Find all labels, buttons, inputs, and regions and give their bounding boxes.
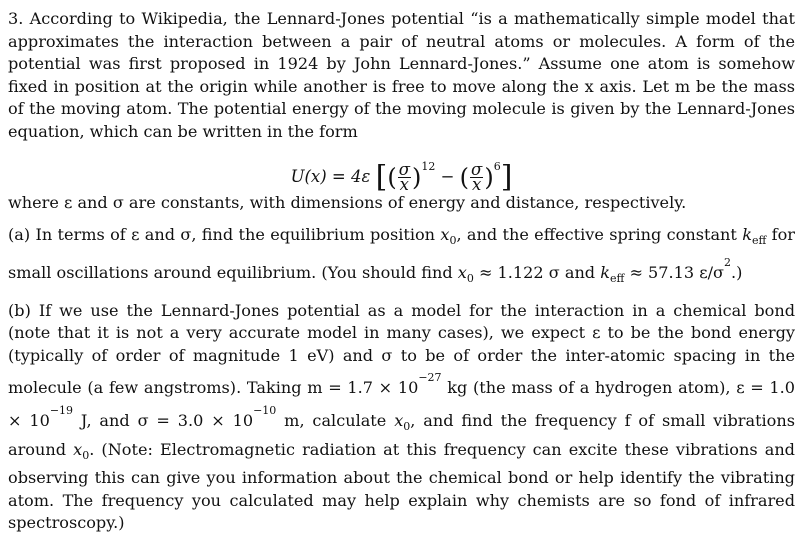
x0-sub: 0 (449, 233, 457, 247)
right-bracket: ] (500, 159, 513, 195)
part-a (8, 224, 795, 291)
part-b (8, 300, 795, 535)
x0b-sub: 0 (466, 272, 474, 286)
problem-intro (8, 8, 795, 143)
left-paren-1: ( (387, 163, 397, 192)
after-equation (8, 192, 795, 215)
part-b-t1: (b) If we use the Lennard-Jones potential as a model for the interaction in a chemical bond (note that it is not a very accurate model in many cases), we expect ε to be the bond energy (typically of order of magnitude 1 eV) and σ to be of order the inter-atomic spacing in the molecule (a few angstroms). Taking (8, 300, 795, 398)
left-paren-2: ( (459, 163, 470, 192)
fraction-sigma-over-x-1 (398, 160, 411, 194)
right-paren-1: ) (411, 163, 422, 192)
lennard-jones-equation (8, 144, 795, 195)
part-b-t4: m, calculate (276, 410, 395, 430)
left-bracket: [ (375, 159, 388, 195)
after-equation-text: where ε and σ are constants, with dimensions of energy and distance, respectively. (8, 193, 687, 212)
part-b-t3: J, and σ = 3.0 × 10 (73, 410, 254, 430)
part-a-end: .) (730, 263, 743, 283)
k-sub: eff (751, 233, 767, 247)
part-b-t6: . (Note: Electromagnetic radiation at this frequency can excite these vibrations and observing this can give you information about the chemical bond or help identify the vibrating atom. The frequency you calculated may help explain why chemists are so fond of infrared spectroscopy.) (8, 439, 795, 533)
x0-var-c: x (73, 439, 83, 459)
x0-sub-b: 0 (403, 420, 411, 434)
part-b-t5: , and find the frequency f of small vibrations around (8, 410, 795, 459)
part-a-mid2: for small oscillations around equilibrium. (You should find (8, 224, 795, 283)
kb-sub: eff (610, 272, 625, 286)
x0-var: x (440, 224, 450, 244)
fraction-sigma-over-x-2 (470, 160, 483, 194)
part-a-mid: , and the effective spring constant (456, 224, 743, 244)
part-b-t2: kg (the mass of a hydrogen atom), ε = 1.0 × 10 (8, 378, 796, 430)
numerator-sigma-1: σ (398, 160, 410, 179)
x0b-var: x (457, 263, 467, 283)
approx-2: ≈ 57.13 ε/σ (624, 263, 724, 283)
numerator-sigma-2: σ (471, 160, 483, 179)
denominator-x-2: x (472, 175, 482, 194)
mass-exponent: −27 (418, 371, 442, 385)
mass-value: m = 1.7 × 10 (307, 378, 419, 398)
x0-var-b: x (394, 410, 404, 430)
epsilon-exponent: −19 (49, 403, 74, 417)
x0-sub-c: 0 (82, 448, 90, 462)
k-var: k (742, 224, 752, 244)
kb-var: k (600, 263, 610, 283)
exponent-6: 6 (493, 160, 501, 173)
equation-lhs: U(x) = 4ε (290, 167, 371, 186)
exponent-12: 12 (421, 160, 436, 173)
intro-text: 3. According to Wikipedia, the Lennard-Jones potential “is a mathematically simple model that approximates the interaction between a pair of neutral atoms or molecules. A form of the potential was first proposed in 1924 by John Lennard-Jones.” Assume one atom is somehow fixed in position at the origin while another is free to move along the x axis. Let m be the mass of the moving atom. The potential energy of the moving molecule is given by the Lennard-Jones equation, which can be written in the form (8, 9, 795, 141)
denominator-x-1: x (399, 175, 409, 194)
part-a-lead: (a) In terms of ε and σ, find the equilibrium position (8, 224, 441, 244)
approx-1: ≈ 1.122 σ and (473, 263, 601, 283)
minus-sign: − (440, 167, 455, 186)
sigma-exponent: −10 (253, 403, 277, 417)
approx-2-sup: 2 (723, 256, 731, 270)
right-paren-2: ) (484, 163, 494, 192)
